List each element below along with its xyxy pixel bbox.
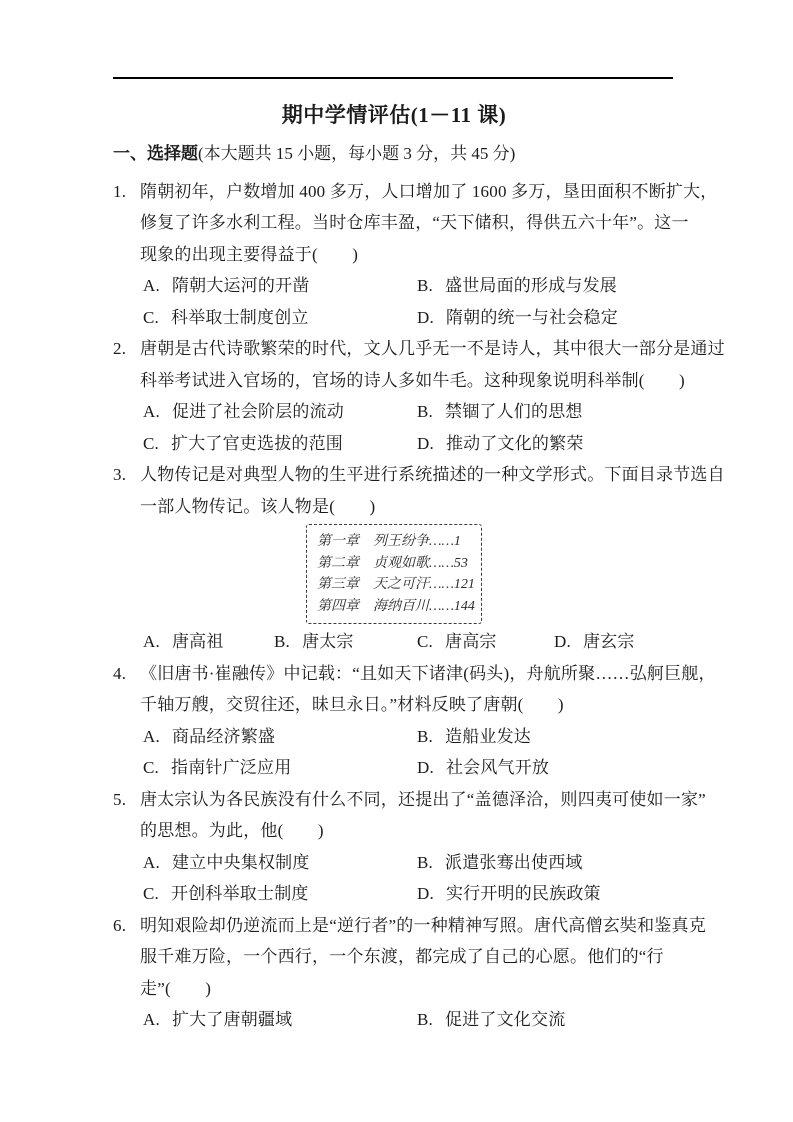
option-text: 扩大了官吏选拔的范围 [171,433,343,453]
option-text: 派遣张骞出使西域 [445,852,583,872]
question-stem-line: 千轴万艘，交贸往还，昧旦永日。”材料反映了唐朝( ) [140,695,564,714]
option-4a [143,721,417,753]
option-label: A. [143,1010,160,1029]
figure-line: 第三章 天之可汗……121 [317,577,475,592]
option-text: 促进了社会阶层的流动 [171,402,344,421]
question-stem-line: 走”( ) [140,978,212,998]
question-number: 1. [113,181,127,201]
option-4b [417,721,675,753]
option-text: 唐玄宗 [582,632,635,651]
question-2 [113,333,725,459]
question-stem-line [113,910,706,942]
option-text: 盛世局面的形成与发展 [445,276,617,295]
section-heading [113,138,675,170]
option-text: 禁锢了人们的思想 [445,402,583,421]
question-stem-line: 科举考试进入官场的，官场的诗人多如牛毛。这种现象说明科举制( ) [140,370,685,390]
option-5d [417,878,675,910]
question-stem-line: 一部人物传记。该人物是( ) [140,496,376,516]
option-2b [417,396,675,428]
option-label: A. [143,632,160,651]
option-label: D. [417,307,434,327]
option-label: A. [143,276,160,295]
option-label: B. [274,632,290,651]
option-label: B. [417,1010,433,1029]
option-row [113,396,675,428]
option-text: 扩大了唐朝疆域 [171,1010,293,1029]
option-2c [143,428,417,460]
question-stem-line [113,658,716,690]
question-number: 6. [113,915,127,935]
question-number: 3. [113,465,127,484]
option-row [113,302,675,334]
question-stem-line [113,176,718,208]
option-text: 唐高祖 [171,632,224,651]
option-label: B. [417,276,433,295]
option-label: A. [143,726,160,746]
option-5b [417,847,675,879]
question-stem-line [113,333,725,365]
option-text: 实行开明的民族政策 [445,884,601,903]
option-3b [274,626,417,658]
option-label: D. [417,433,434,453]
book-contents-figure [306,524,482,624]
page-content [113,88,725,1036]
option-row [113,428,675,460]
option-2a [143,396,417,428]
option-text: 隋朝的统一与社会稳定 [445,307,618,327]
question-list [113,176,725,1036]
stem-text: 《旧唐书·崔融传》中记载：“且如天下诸津(码头)，舟航所聚……弘舸巨舰， [140,663,716,683]
option-text: 社会风气开放 [445,758,550,777]
option-text: 造船业发达 [445,726,531,746]
figure-line: 第四章 海纳百川……144 [317,598,475,614]
option-row [113,1004,675,1036]
option-1c [143,302,417,334]
stem-text: 唐朝是古代诗歌繁荣的时代，文人几乎无一不是诗人，其中很大一部分是通过 [140,339,725,358]
option-label: D. [417,758,434,777]
stem-text: 人物传记是对典型人物的生平进行系统描述的一种文学形式。下面目录节选自 [140,465,725,484]
section-label: 一、选择题 [113,144,198,163]
option-label: B. [417,402,433,421]
option-label: D. [554,632,571,651]
option-row [113,878,675,910]
option-label: B. [417,726,433,746]
option-label: A. [143,852,160,872]
option-label: D. [417,884,434,903]
option-4c [143,752,417,784]
question-number: 4. [113,663,127,683]
question-5 [113,784,706,910]
option-6b [417,1004,675,1036]
option-text: 推动了文化的繁荣 [445,433,584,453]
figure-line: 第一章 列王纷争……1 [317,534,461,549]
option-label: A. [143,402,160,421]
option-3a [143,626,274,658]
option-text: 隋朝大运河的开凿 [171,276,310,295]
option-text: 促进了文化交流 [445,1010,566,1029]
option-row [113,721,675,753]
question-stem-line [113,784,706,816]
option-text: 唐高宗 [445,632,497,651]
option-1a [143,270,417,302]
option-text: 指南针广泛应用 [171,758,292,777]
option-label: C. [143,433,159,453]
option-row [113,847,675,879]
option-text: 开创科举取士制度 [171,884,309,903]
option-row [113,270,675,302]
question-1 [113,176,718,334]
option-text: 唐太宗 [302,632,354,651]
question-4 [113,658,716,784]
option-row [113,752,675,784]
option-row [113,626,675,658]
stem-text: 隋朝初年，户数增加 400 多万，人口增加了 1600 多万，垦田面积不断扩大， [140,181,718,201]
option-4d [417,752,675,784]
option-5a [143,847,417,879]
question-stem-line: 现象的出现主要得益于( ) [140,244,359,264]
option-5c [143,878,417,910]
option-label: C. [143,758,159,777]
question-stem-line: 的思想。为此，他( ) [140,821,324,840]
option-text: 建立中央集权制度 [171,852,310,872]
question-number: 2. [113,339,127,358]
option-text: 科举取士制度创立 [171,307,309,327]
question-stem-line [113,459,725,491]
option-1d [417,302,675,334]
stem-text: 明知艰险却仍逆流而上是“逆行者”的一种精神写照。唐代高僧玄奘和鉴真克 [140,915,706,935]
option-3c [417,626,554,658]
section-info: (本大题共 15 小题，每小题 3 分，共 45 分) [198,144,516,163]
option-3d [554,626,675,658]
option-label: C. [143,884,159,903]
question-stem-line: 服千难万险，一个西行，一个东渡，都完成了自己的心愿。他们的“行 [140,947,664,966]
option-2d [417,428,675,460]
option-label: C. [417,632,433,651]
figure-line: 第二章 贞观如歌……53 [317,555,468,571]
option-1b [417,270,675,302]
option-text: 商品经济繁盛 [171,726,276,746]
question-stem-line: 修复了许多水利工程。当时仓库丰盈，“天下储积，得供五六十年”。这一 [140,213,689,232]
option-label: C. [143,307,159,327]
question-number: 5. [113,789,127,809]
stem-text: 唐太宗认为各民族没有什么不同，还提出了“盖德泽洽，则四夷可使如一家” [140,789,706,809]
option-6a [143,1004,417,1036]
question-3 [113,459,725,658]
option-label: B. [417,852,433,872]
header-rule [113,77,673,79]
page-title: 期中学情评估(1－11 课) [281,103,507,127]
question-6 [113,910,706,1036]
